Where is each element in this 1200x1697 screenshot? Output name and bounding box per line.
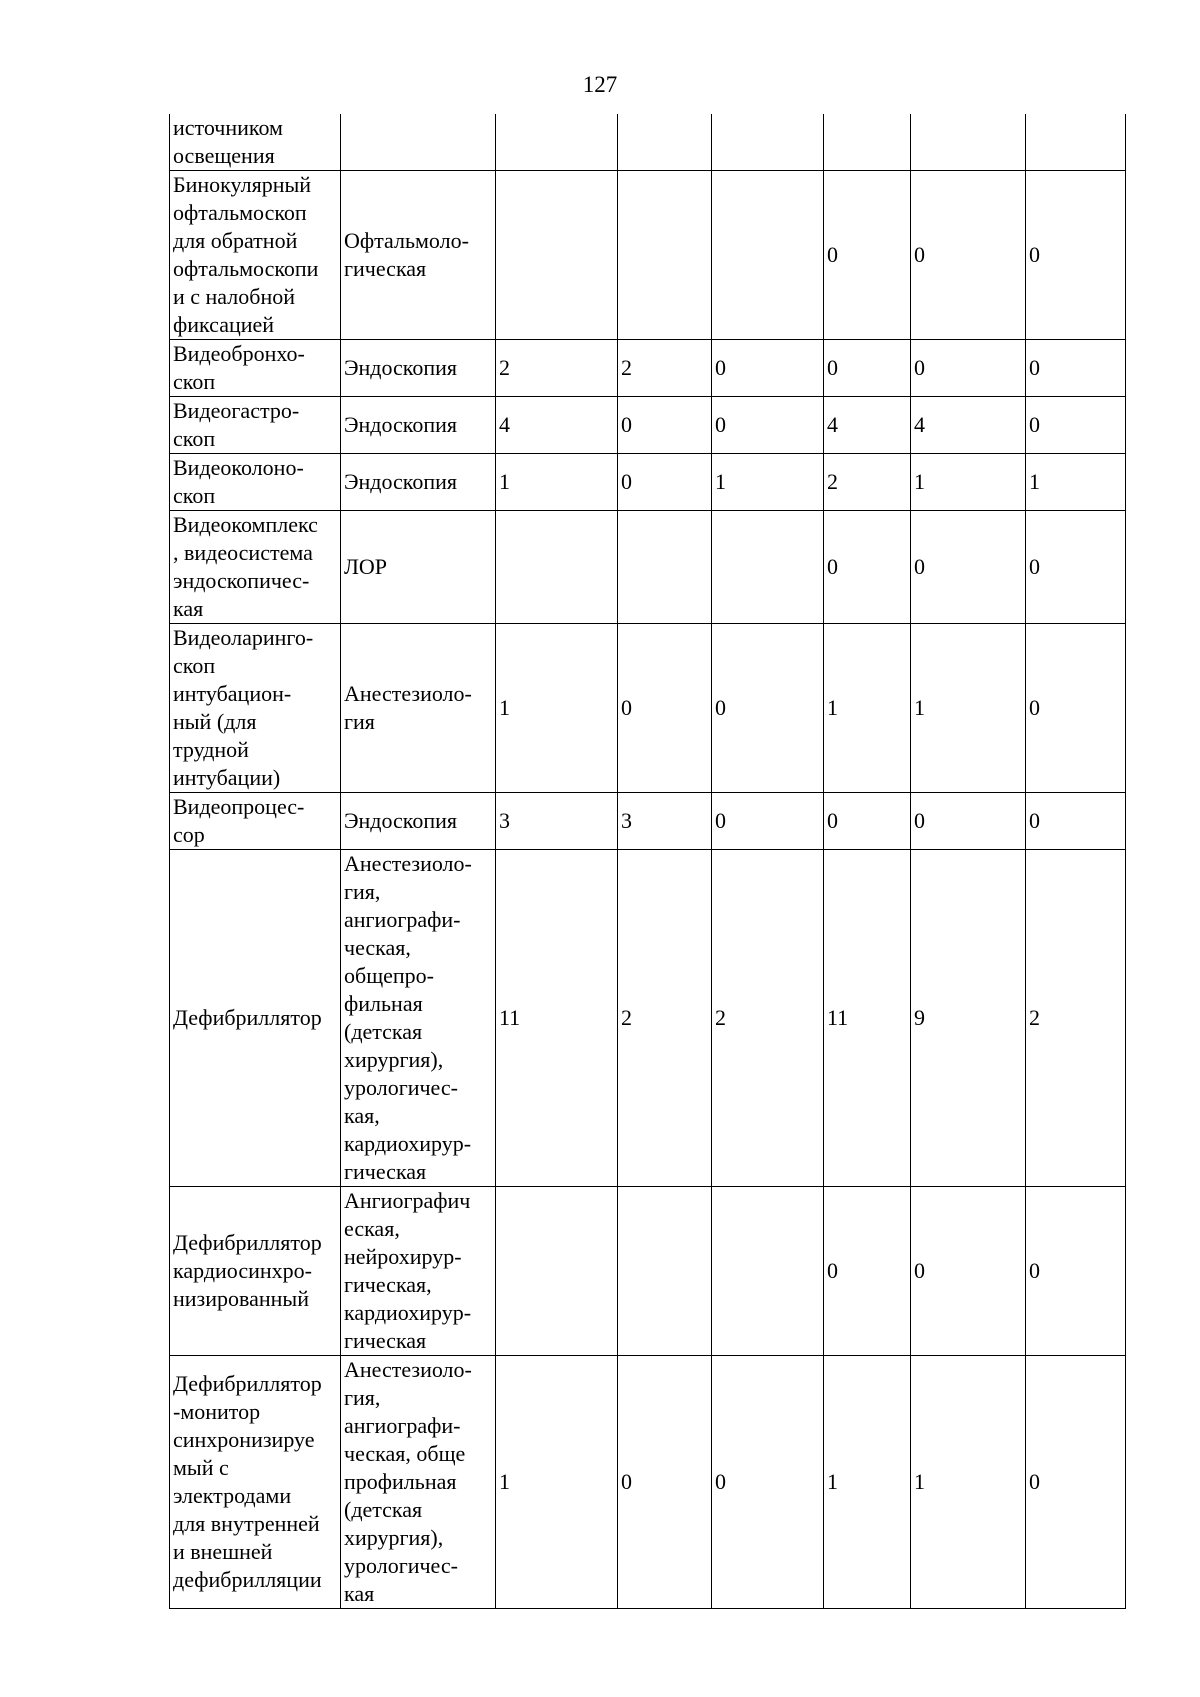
value-cell: 0 bbox=[712, 624, 824, 793]
value-cell bbox=[496, 114, 618, 171]
value-cell bbox=[911, 114, 1026, 171]
equipment-name-cell: Видеогастро- скоп bbox=[170, 397, 341, 454]
value-cell bbox=[618, 171, 712, 340]
equipment-name-cell: Видеопроцес- сор bbox=[170, 793, 341, 850]
value-cell: 2 bbox=[824, 454, 911, 511]
department-cell bbox=[341, 114, 496, 171]
value-cell: 0 bbox=[824, 511, 911, 624]
value-cell: 0 bbox=[824, 171, 911, 340]
value-cell bbox=[618, 114, 712, 171]
table-row bbox=[170, 114, 1126, 171]
table-row bbox=[170, 850, 1126, 1187]
value-cell: 3 bbox=[618, 793, 712, 850]
table-row bbox=[170, 511, 1126, 624]
value-cell: 0 bbox=[911, 511, 1026, 624]
table-row bbox=[170, 454, 1126, 511]
value-cell: 4 bbox=[824, 397, 911, 454]
value-cell: 0 bbox=[1026, 511, 1126, 624]
value-cell bbox=[496, 511, 618, 624]
value-cell bbox=[496, 171, 618, 340]
value-cell: 0 bbox=[712, 1356, 824, 1609]
value-cell: 11 bbox=[824, 850, 911, 1187]
table-body bbox=[170, 114, 1126, 1609]
value-cell: 0 bbox=[911, 1187, 1026, 1356]
value-cell: 0 bbox=[712, 397, 824, 454]
value-cell bbox=[712, 511, 824, 624]
value-cell bbox=[618, 1187, 712, 1356]
value-cell: 0 bbox=[1026, 793, 1126, 850]
equipment-name-cell: Видеобронхо- скоп bbox=[170, 340, 341, 397]
table-row bbox=[170, 171, 1126, 340]
value-cell: 1 bbox=[824, 1356, 911, 1609]
value-cell: 4 bbox=[911, 397, 1026, 454]
value-cell: 1 bbox=[824, 624, 911, 793]
page-number: 127 bbox=[582, 72, 618, 97]
table-row bbox=[170, 1356, 1126, 1609]
value-cell bbox=[618, 511, 712, 624]
table-row bbox=[170, 793, 1126, 850]
value-cell: 3 bbox=[496, 793, 618, 850]
value-cell: 0 bbox=[712, 340, 824, 397]
value-cell: 1 bbox=[496, 624, 618, 793]
value-cell: 0 bbox=[911, 340, 1026, 397]
equipment-name-cell: источником освещения bbox=[170, 114, 341, 171]
value-cell: 1 bbox=[1026, 454, 1126, 511]
value-cell: 0 bbox=[824, 1187, 911, 1356]
equipment-name-cell: Дефибриллятор -монитор синхронизируе мый с электродами для внутренней и внешней дефибрилляции bbox=[170, 1356, 341, 1609]
department-cell: Эндоскопия bbox=[341, 793, 496, 850]
table-row bbox=[170, 1187, 1126, 1356]
value-cell bbox=[712, 1187, 824, 1356]
value-cell: 0 bbox=[911, 793, 1026, 850]
value-cell: 2 bbox=[618, 850, 712, 1187]
value-cell: 2 bbox=[712, 850, 824, 1187]
value-cell bbox=[712, 171, 824, 340]
department-cell: Эндоскопия bbox=[341, 397, 496, 454]
value-cell: 0 bbox=[1026, 340, 1126, 397]
equipment-name-cell: Дефибриллятор bbox=[170, 850, 341, 1187]
value-cell: 1 bbox=[911, 1356, 1026, 1609]
equipment-table bbox=[169, 114, 1126, 1609]
value-cell: 2 bbox=[1026, 850, 1126, 1187]
value-cell: 0 bbox=[1026, 397, 1126, 454]
value-cell: 0 bbox=[1026, 1187, 1126, 1356]
equipment-name-cell: Видеоларинго- скоп интубацион- ный (для трудной интубации) bbox=[170, 624, 341, 793]
value-cell: 0 bbox=[824, 793, 911, 850]
department-cell: Офтальмоло- гическая bbox=[341, 171, 496, 340]
equipment-name-cell: Дефибриллятор кардиосинхро- низированный bbox=[170, 1187, 341, 1356]
value-cell: 2 bbox=[618, 340, 712, 397]
value-cell: 0 bbox=[618, 397, 712, 454]
value-cell: 11 bbox=[496, 850, 618, 1187]
value-cell: 0 bbox=[824, 340, 911, 397]
value-cell bbox=[824, 114, 911, 171]
equipment-name-cell: Видеоколоно- скоп bbox=[170, 454, 341, 511]
value-cell: 0 bbox=[618, 1356, 712, 1609]
value-cell: 0 bbox=[1026, 1356, 1126, 1609]
equipment-name-cell: Видеокомплекс , видеосистема эндоскопичес- кая bbox=[170, 511, 341, 624]
department-cell: ЛОР bbox=[341, 511, 496, 624]
value-cell: 0 bbox=[1026, 171, 1126, 340]
value-cell: 1 bbox=[911, 454, 1026, 511]
value-cell: 0 bbox=[618, 624, 712, 793]
value-cell: 1 bbox=[712, 454, 824, 511]
value-cell: 0 bbox=[712, 793, 824, 850]
table-row bbox=[170, 340, 1126, 397]
department-cell: Эндоскопия bbox=[341, 454, 496, 511]
value-cell: 2 bbox=[496, 340, 618, 397]
table-row bbox=[170, 624, 1126, 793]
value-cell bbox=[1026, 114, 1126, 171]
value-cell bbox=[712, 114, 824, 171]
value-cell bbox=[496, 1187, 618, 1356]
table-row bbox=[170, 397, 1126, 454]
value-cell: 0 bbox=[618, 454, 712, 511]
department-cell: Анестезиоло- гия bbox=[341, 624, 496, 793]
value-cell: 1 bbox=[496, 1356, 618, 1609]
value-cell: 1 bbox=[496, 454, 618, 511]
department-cell: Ангиографич еская, нейрохирур- гическая, кардиохирур- гическая bbox=[341, 1187, 496, 1356]
department-cell: Анестезиоло- гия, ангиографи- ческая, обще профильная (детская хирургия), урологичес- кая bbox=[341, 1356, 496, 1609]
value-cell: 0 bbox=[911, 171, 1026, 340]
value-cell: 9 bbox=[911, 850, 1026, 1187]
value-cell: 4 bbox=[496, 397, 618, 454]
equipment-name-cell: Бинокулярный офтальмоскоп для обратной офтальмоскопи и с налобной фиксацией bbox=[170, 171, 341, 340]
department-cell: Анестезиоло- гия, ангиографи- ческая, общепро- фильная (детская хирургия), урологичес- кая, кардиохирур- гическая bbox=[341, 850, 496, 1187]
value-cell: 0 bbox=[1026, 624, 1126, 793]
value-cell: 1 bbox=[911, 624, 1026, 793]
department-cell: Эндоскопия bbox=[341, 340, 496, 397]
